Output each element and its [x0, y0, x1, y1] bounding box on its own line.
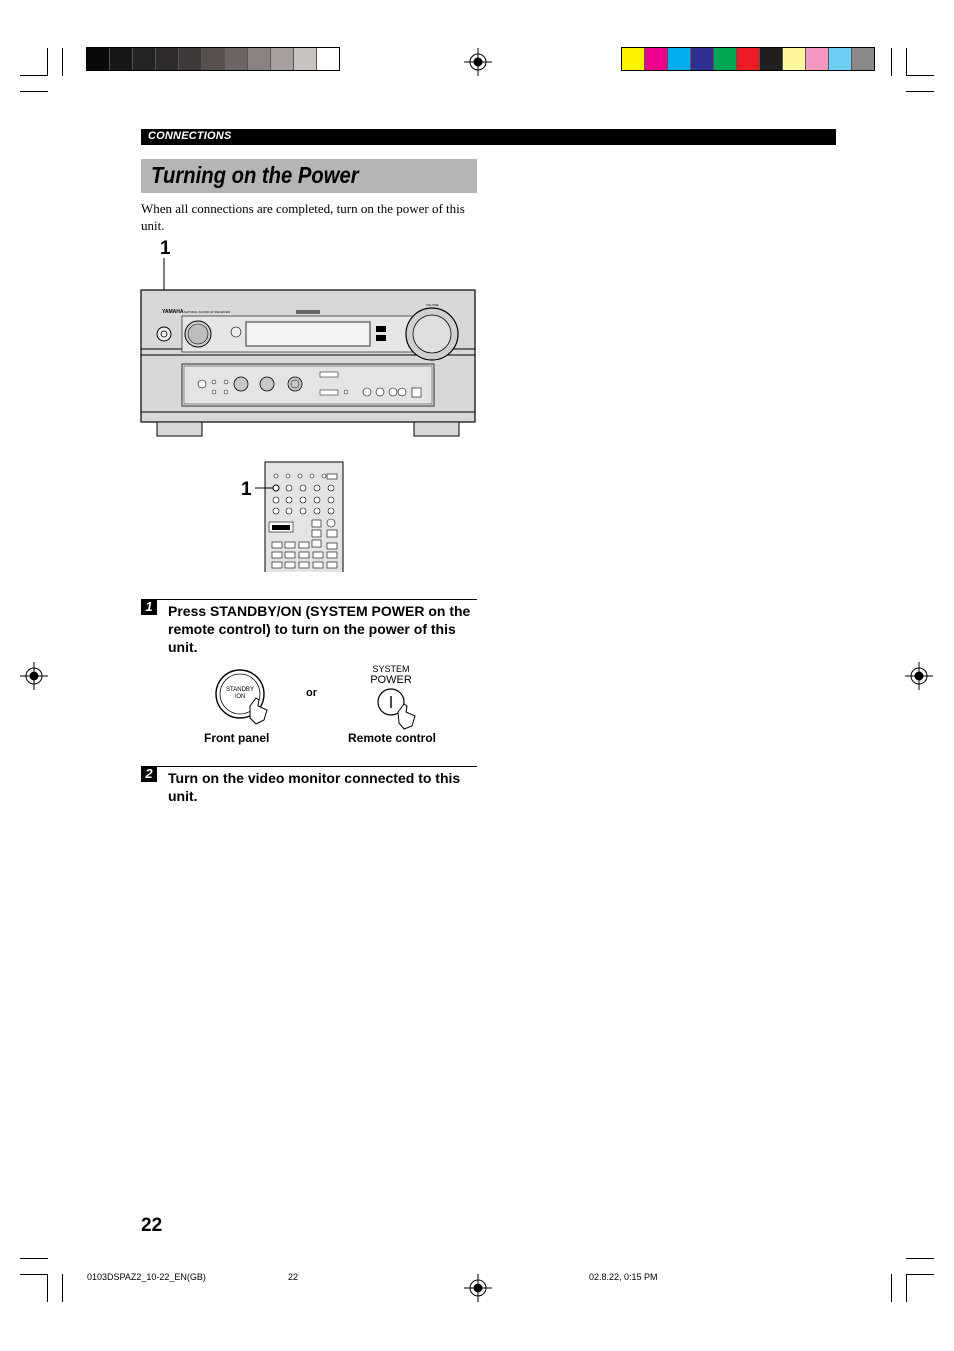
- step-1-text: Press STANDBY/ON (SYSTEM POWER on the remote control) to turn on the power of this unit.: [168, 603, 471, 655]
- step-2-rule: [141, 766, 477, 767]
- section-header: [141, 129, 836, 145]
- svg-text:VOLUME: VOLUME: [426, 303, 439, 307]
- page-title: Turning on the Power: [151, 162, 359, 188]
- color-swatch: [782, 48, 805, 70]
- svg-text:YAMAHA: YAMAHA: [162, 309, 184, 315]
- footer-date: 02.8.22, 0:15 PM: [589, 1272, 658, 1282]
- color-swatch: [667, 48, 690, 70]
- step-1-number: 1: [141, 599, 157, 615]
- grayscale-swatch: [316, 48, 339, 70]
- page-number: 22: [141, 1215, 163, 1236]
- or-label: or: [306, 687, 317, 699]
- color-swatch: [690, 48, 713, 70]
- callout-front-1: 1: [160, 238, 171, 259]
- grayscale-swatch: [224, 48, 247, 70]
- grayscale-strip: [86, 47, 340, 71]
- step-1-rule: [141, 599, 477, 600]
- standby-label-line1: STANDBY: [226, 687, 254, 693]
- system-power-label: [368, 664, 414, 686]
- power-label-line2: POWER: [370, 674, 412, 686]
- svg-text:NATURAL SOUND AV RECEIVER: NATURAL SOUND AV RECEIVER: [184, 310, 230, 314]
- grayscale-swatch: [109, 48, 132, 70]
- standby-on-label: [224, 687, 256, 701]
- grayscale-swatch: [247, 48, 270, 70]
- grayscale-swatch: [155, 48, 178, 70]
- footer-file: 0103DSPAZ2_10-22_EN(GB): [87, 1272, 206, 1282]
- remote-control-caption: Remote control: [348, 731, 437, 745]
- grayscale-swatch: [132, 48, 155, 70]
- step-2-number: 2: [141, 766, 157, 782]
- color-swatch: [759, 48, 782, 70]
- grayscale-swatch: [87, 48, 109, 70]
- color-swatch: [736, 48, 759, 70]
- front-panel-caption: Front panel: [204, 731, 270, 745]
- system-label-line1: SYSTEM: [372, 664, 410, 674]
- color-swatch: [828, 48, 851, 70]
- step-2-text: Turn on the video monitor connected to this unit.: [168, 770, 461, 804]
- color-swatch: [644, 48, 667, 70]
- grayscale-swatch: [270, 48, 293, 70]
- color-swatch: [851, 48, 874, 70]
- color-strip: [621, 47, 875, 71]
- color-swatch: [713, 48, 736, 70]
- section-label: CONNECTIONS: [148, 130, 232, 142]
- footer-page: 22: [288, 1272, 299, 1282]
- standby-label-line2: /ON: [234, 694, 246, 700]
- callout-remote-1: 1: [241, 479, 252, 500]
- color-swatch: [805, 48, 828, 70]
- grayscale-swatch: [178, 48, 201, 70]
- title-box: [141, 159, 477, 193]
- system-power-button-illustration: [374, 686, 426, 730]
- color-swatch: [622, 48, 644, 70]
- grayscale-swatch: [201, 48, 224, 70]
- remote-control-illustration: [255, 458, 351, 576]
- intro-paragraph: When all connections are completed, turn on the power of this unit.: [141, 201, 465, 233]
- receiver-front-panel: [140, 258, 480, 440]
- grayscale-swatch: [293, 48, 316, 70]
